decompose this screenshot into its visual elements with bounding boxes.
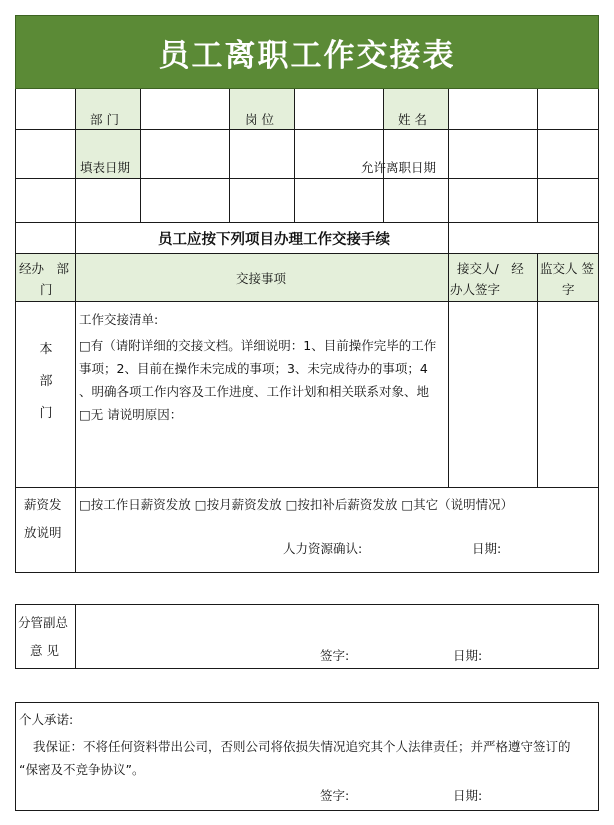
name-label: 姓 名 <box>398 112 427 127</box>
salary-label-line1: 薪资发 <box>24 497 62 512</box>
allowed-leave-date-label: 允许离职日期 <box>361 160 437 175</box>
vp-label-line1: 分管副总 <box>18 615 69 630</box>
handover-line-4: □无 请说明原因： <box>79 407 183 422</box>
handover-line-1: □有（请附详细的交接文档。详细说明：1、目前操作完毕的工作 <box>79 338 437 353</box>
salary-options: □按工作日薪资发放 □按月薪资发放 □按扣补后薪资发放 □其它（说明情况） <box>79 497 514 512</box>
fill-date-label: 填表日期 <box>80 160 131 175</box>
vp-sign-label: 签字: <box>320 648 350 663</box>
form-title-bar <box>15 15 599 89</box>
header-supervisor-line2: 字 <box>562 282 575 297</box>
own-dept-char-1: 本 <box>39 342 53 357</box>
handover-heading: 员工应按下列项目办理工作交接手续 <box>158 232 390 248</box>
header-supervisor-line1: 监交人 签 <box>540 261 594 276</box>
handover-line-3: 、明确各项工作内容及工作进度、工作计划和相关联系对象、地 <box>79 384 430 399</box>
handover-line-2: 事项；2、目前在操作未完成的事项；3、未完成待办的事项；4 <box>79 361 428 376</box>
position-label: 岗 位 <box>245 112 274 127</box>
header-dept-line2: 门 <box>40 282 53 297</box>
header-dept-line1: 经办 部 <box>19 261 70 276</box>
hr-confirm-label: 人力资源确认: <box>283 541 363 556</box>
vp-date-label: 日期: <box>453 648 483 663</box>
salary-label-line2: 放说明 <box>24 525 62 540</box>
own-dept-char-2: 部 <box>39 374 53 389</box>
commitment-text-line2: “保密及不竞争协议”。 <box>19 762 145 777</box>
header-items: 交接事项 <box>236 271 287 286</box>
header-receiver-line2: 办人签字 <box>450 282 501 297</box>
salary-date-label: 日期: <box>472 541 502 556</box>
own-dept-label <box>36 334 56 430</box>
commitment-sign-label: 签字: <box>320 788 350 803</box>
commitment-text-line1: 我保证：不将任何资料带出公司，否则公司将依损失情况追究其个人法律责任；并严格遵守签订的 <box>33 739 571 754</box>
handover-list-title: 工作交接清单: <box>79 312 159 327</box>
commitment-title: 个人承诺: <box>19 712 74 727</box>
vp-label-line2: 意 见 <box>30 643 59 658</box>
department-label: 部 门 <box>90 112 119 127</box>
commitment-date-label: 日期: <box>453 788 483 803</box>
header-receiver-line1: 接交人/ 经 <box>457 261 524 276</box>
form-title: 员工离职工作交接表 <box>158 37 456 74</box>
own-dept-char-3: 门 <box>39 406 53 421</box>
